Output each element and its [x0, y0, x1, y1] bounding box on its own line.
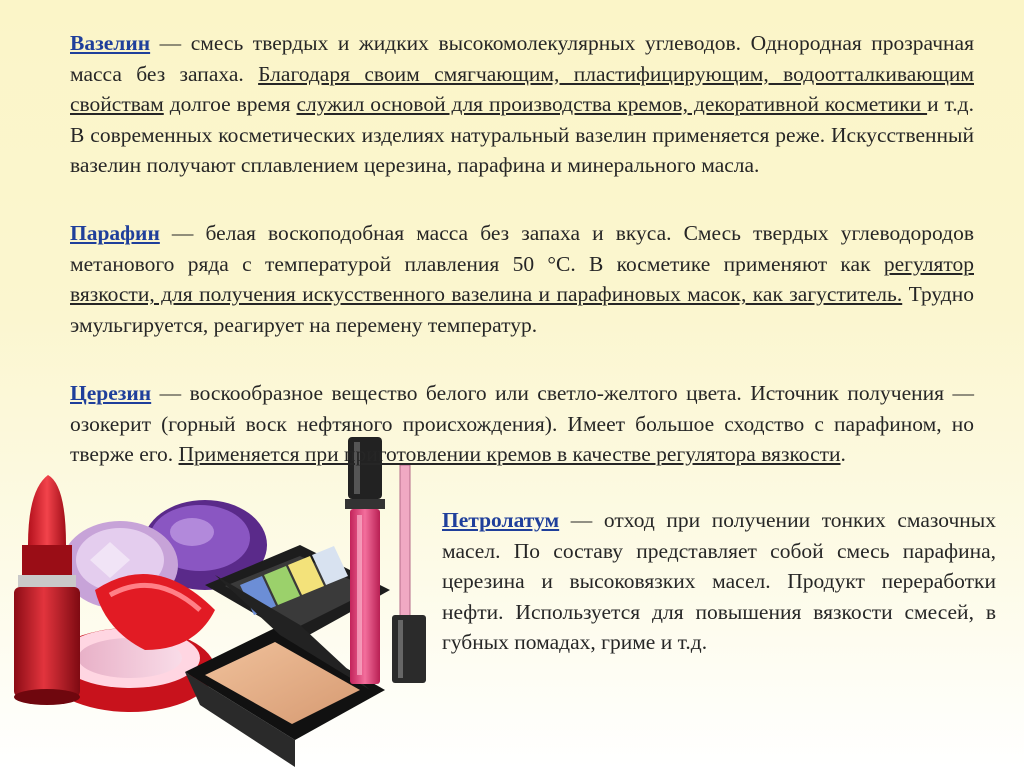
vaselin-paragraph: Вазелин — смесь твердых и жидких высокомолекулярных углеводов. Однородная прозрачная масса без запаха. Благодаря своим смягчающим, пластифицирующим, водоотталкивающим свойствам долгое время служил основой для производства кремов, декоративной косметики и т.д. В современных косметических изделиях натуральный вазелин применяется реже. Искусственный вазелин получают сплавлением церезина, парафина и минерального масла.	[70, 31, 975, 177]
petrolatum-paragraph: Петролатум — отход при получении тонких смазочных масел. По составу представляет собой смесь парафина, церезина и высоковязких масел. Продукт переработки нефти. Используется для повышения вязкости смесей, в губных помадах, гриме и т.д.	[442, 508, 996, 654]
term-ceresin[interactable]: Церезин	[70, 381, 152, 405]
paraffin-paragraph: Парафин — белая воскоподобная масса без запаха и вкуса. Смесь твердых углеводородов метанового ряда с температурой плавления 50 °С. В косметике применяют как регулятор вязкости, для получения искусственного вазелина и парафиновых масок, как загуститель. Трудно эмульгируется, реагирует на перемену температур.	[70, 221, 975, 337]
term-petrolatum[interactable]: Петролатум	[442, 508, 560, 532]
lipstick-icon	[14, 475, 80, 705]
cosmetics-illustration	[0, 430, 440, 767]
ceresin-paragraph: Церезин — воскообразное вещество белого или светло-желтого цвета. Источник получения — озокерит (горный воск нефтяного происхождения). Имеет большое сходство с парафином, но тверже его. Применяется при приготовлении кремов в качестве регулятора вязкости.	[70, 381, 974, 466]
lip-gloss-icon	[345, 437, 426, 684]
term-vaselin[interactable]: Вазелин	[70, 31, 151, 55]
term-paraffin[interactable]: Парафин	[70, 221, 160, 245]
